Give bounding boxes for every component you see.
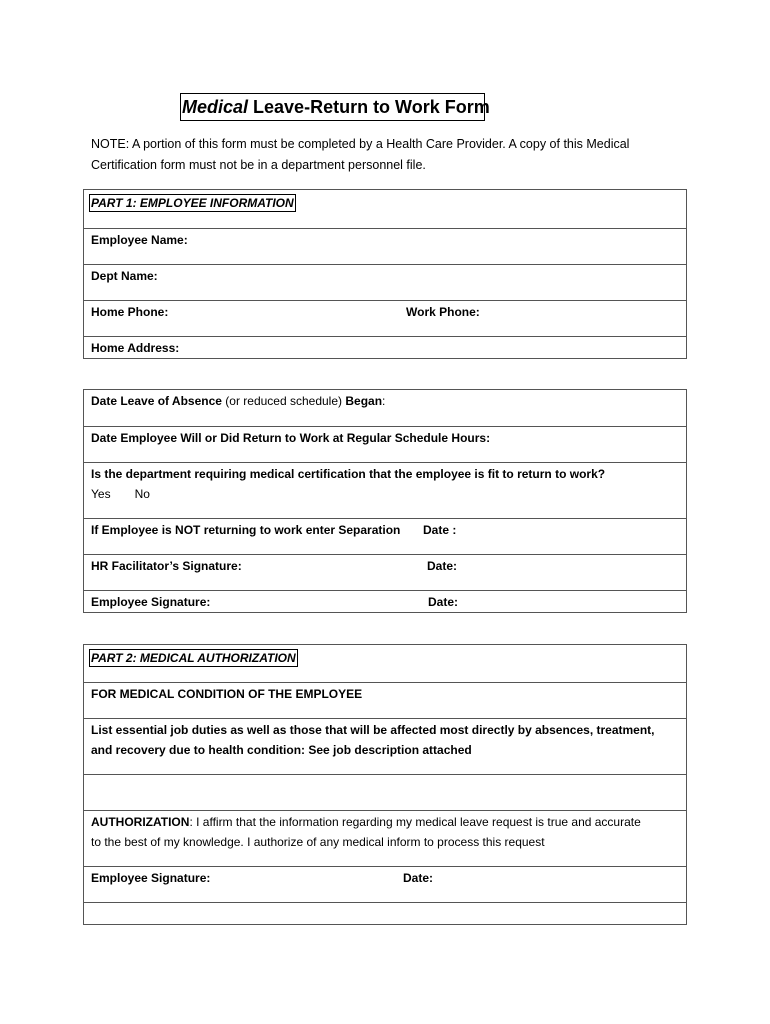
leave-section — [83, 389, 687, 613]
employee-signature-label: Employee Signature: — [91, 595, 211, 609]
part2-signature-label: Employee Signature: — [91, 871, 211, 885]
part1-header: PART 1: EMPLOYEE INFORMATION — [91, 196, 294, 210]
no-option[interactable]: No — [134, 487, 150, 501]
leave-began-label: Date Leave of Absence (or reduced schedule) Began: — [91, 394, 386, 408]
form-title — [180, 93, 490, 121]
return-date-label: Date Employee Will or Did Return to Work at Regular Schedule Hours: — [91, 431, 491, 445]
job-duties-line2: and recovery due to health condition: See job description attached — [91, 743, 472, 757]
yes-no-options — [91, 484, 174, 504]
part2-section — [83, 644, 687, 925]
condition-row — [84, 682, 686, 718]
authorization-label: AUTHORIZATION — [91, 815, 190, 829]
title-italic: Medical — [182, 97, 249, 117]
part2-date-label: Date: — [403, 871, 434, 885]
hr-signature-row[interactable] — [84, 554, 686, 590]
title-rest: Leave-Return to Work Form — [248, 97, 490, 117]
job-duties-line1: List essential job duties as well as those that will be affected most directly by absences, treatment, — [91, 723, 655, 737]
certification-question: Is the department requiring medical certification that the employee is fit to return to work? — [91, 467, 606, 481]
home-address-label: Home Address: — [91, 341, 180, 355]
yes-option[interactable]: Yes — [91, 487, 111, 501]
dept-name-row[interactable] — [84, 264, 686, 300]
certification-row — [84, 462, 686, 518]
employee-name-row[interactable] — [84, 228, 686, 264]
condition-label: FOR MEDICAL CONDITION OF THE EMPLOYEE — [91, 687, 363, 701]
home-phone-label: Home Phone: — [91, 305, 169, 319]
leave-began-row[interactable] — [84, 390, 686, 426]
employee-name-label: Employee Name: — [91, 233, 188, 247]
job-duties-row — [84, 718, 686, 774]
authorization-line2: to the best of my knowledge. I authorize of any medical inform to process this request — [91, 835, 545, 849]
hr-signature-label: HR Facilitator’s Signature: — [91, 559, 242, 573]
separation-row[interactable] — [84, 518, 686, 554]
dept-name-label: Dept Name: — [91, 269, 158, 283]
employee-date-label: Date: — [428, 595, 459, 609]
employee-signature-row[interactable] — [84, 590, 686, 612]
home-address-row[interactable] — [84, 336, 686, 358]
work-phone-label: Work Phone: — [406, 305, 480, 319]
part1-header-row — [84, 190, 686, 228]
part2-header-row — [84, 645, 686, 682]
authorization-line1: AUTHORIZATION: I affirm that the information regarding my medical leave request is true and accurate — [91, 815, 641, 829]
phone-row[interactable] — [84, 300, 686, 336]
authorization-row — [84, 810, 686, 866]
part2-blank-row[interactable] — [84, 902, 686, 924]
part2-signature-row[interactable] — [84, 866, 686, 902]
job-duties-entry-row[interactable] — [84, 774, 686, 810]
part1-section — [83, 189, 687, 359]
part2-header: PART 2: MEDICAL AUTHORIZATION — [91, 651, 296, 665]
separation-date-label: Date : — [423, 523, 457, 537]
form-note: NOTE: A portion of this form must be completed by a Health Care Provider. A copy of this Medical Certification form must not be in a department personnel file. — [91, 137, 630, 172]
hr-date-label: Date: — [427, 559, 458, 573]
return-date-row[interactable] — [84, 426, 686, 462]
separation-label: If Employee is NOT returning to work enter Separation — [91, 523, 401, 537]
